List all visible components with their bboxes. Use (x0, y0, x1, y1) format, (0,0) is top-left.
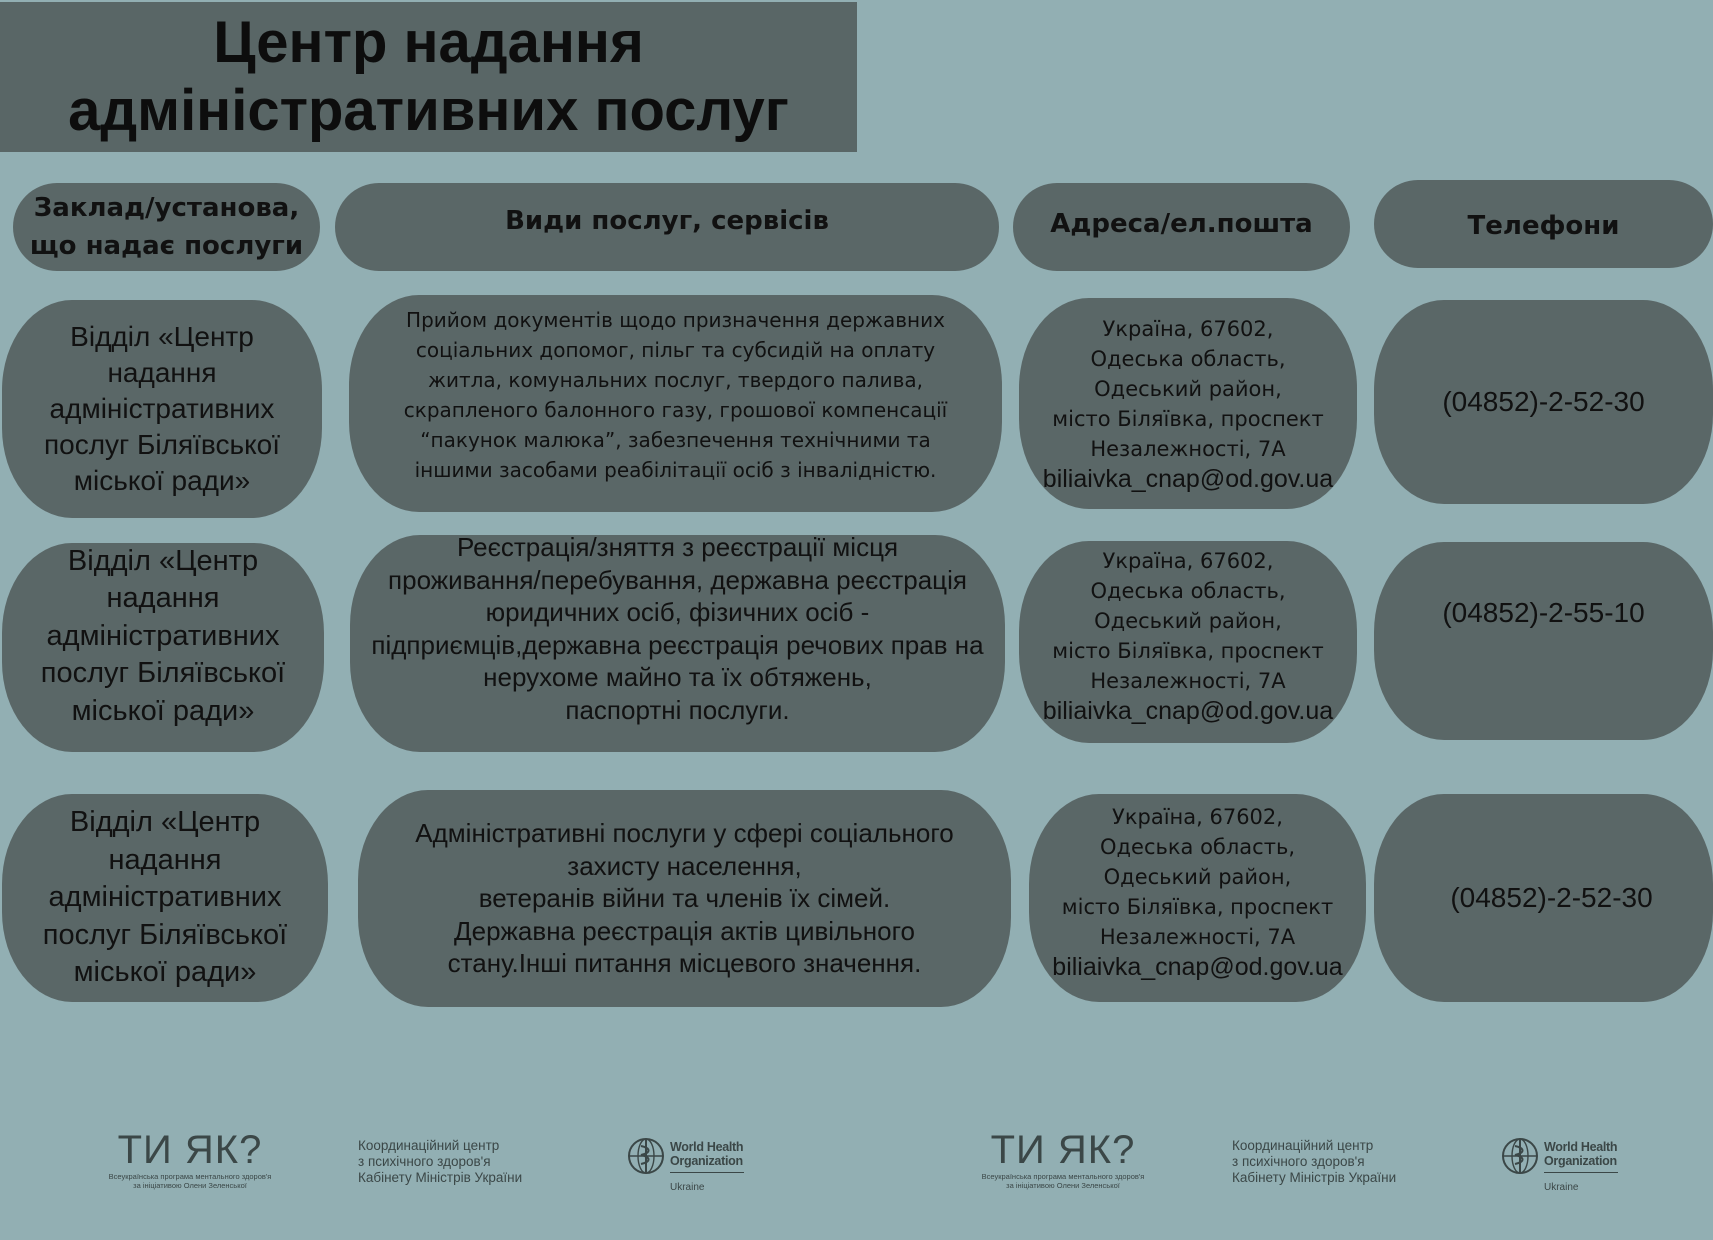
page-title-line: адміністративних послуг (68, 78, 789, 143)
service-line: Адміністративні послуги у сфері соціального (415, 818, 954, 849)
page-title-line: Центр надання (213, 10, 644, 75)
institution-line: послуг Біляївської (42, 918, 288, 951)
coordination-center-line: Кабінету Міністрів України (358, 1170, 523, 1185)
institution-line: надання (107, 357, 217, 388)
service-line: юридичних осіб, фізичних осіб - (485, 597, 870, 627)
tyiak-logo-subtitle: Всеукраїнська програма ментального здоров'я (981, 1172, 1145, 1181)
who-name-line: World Health (670, 1140, 744, 1154)
address-line: місто Біляївка, проспект (1052, 639, 1324, 663)
address-line: місто Біляївка, проспект (1061, 895, 1334, 919)
who-name-line: World Health (1544, 1140, 1618, 1154)
address-line: Одеська область, (1090, 346, 1286, 371)
tyiak-logo (95, 1128, 285, 1190)
coordination-center-line: Кабінету Міністрів України (1232, 1170, 1397, 1185)
service-line: стану.Інші питання місцевого значення. (447, 948, 922, 979)
address-line: Одеська область, (1099, 835, 1296, 859)
coordination-center-line: Координаційний центр (1232, 1138, 1374, 1153)
row-address (1019, 541, 1357, 743)
row-phone (1374, 300, 1713, 504)
row-phone (1374, 794, 1713, 1002)
email-link[interactable]: biliaivka_cnap@od.gov.ua (1042, 464, 1334, 493)
service-line: Прийом документів щодо призначення державних (406, 307, 945, 332)
row-institution (2, 543, 324, 752)
coordination-center-line: з психічного здоров'я (1232, 1154, 1365, 1169)
row-phone (1374, 542, 1713, 740)
who-divider (1544, 1172, 1618, 1173)
page-title (68, 9, 789, 145)
email-link[interactable]: biliaivka_cnap@od.gov.ua (1042, 697, 1334, 725)
who-emblem-icon (626, 1136, 666, 1176)
tyiak-logo-mark: ТИ ЯК? (117, 1128, 263, 1172)
header-address-label: Адреса/ел.пошта (1050, 209, 1313, 239)
email-link[interactable]: biliaivka_cnap@od.gov.ua (1052, 953, 1343, 981)
address-line: місто Біляївка, проспект (1052, 406, 1324, 431)
row-address (1029, 794, 1366, 1002)
service-line: іншими засобами реабілітації осіб з інвалідністю. (414, 457, 937, 482)
address-line: Незалежності, 7А (1090, 436, 1286, 461)
address-line: Україна, 67602, (1112, 805, 1283, 829)
service-line: скрапленого балонного газу, грошової компенсації (403, 397, 948, 422)
service-line: соціальних допомог, пільг та субсидій на оплату (415, 337, 936, 362)
header-institution (13, 183, 320, 271)
address-line: Одеська область, (1090, 579, 1286, 603)
row-institution (2, 794, 328, 1002)
institution-line: адміністративних (48, 881, 282, 914)
who-country: Ukraine (670, 1182, 705, 1193)
institution-line: послуг Біляївської (40, 657, 286, 690)
institution-line: міської ради» (71, 694, 255, 727)
who-logo (1500, 1134, 1630, 1196)
row-address (1019, 298, 1357, 509)
who-divider (670, 1172, 744, 1173)
who-name-line: Organization (670, 1154, 743, 1168)
tyiak-logo (968, 1128, 1158, 1190)
row-services (349, 295, 1002, 512)
who-emblem-icon (1500, 1136, 1540, 1176)
header-institution-line: що надає послуги (29, 231, 304, 261)
header-phones-label: Телефони (1467, 211, 1620, 241)
coordination-center-logo (358, 1138, 558, 1186)
tyiak-logo-subtitle: за ініціативою Олени Зеленської (133, 1181, 247, 1190)
service-line: проживання/перебування, державна реєстрація (388, 564, 967, 595)
row-institution (2, 300, 322, 518)
row-services (358, 790, 1011, 1007)
tyiak-logo-mark: ТИ ЯК? (990, 1128, 1136, 1172)
coordination-center-line: Координаційний центр (358, 1138, 500, 1153)
phone-number[interactable]: (04852)-2-55-10 (1442, 597, 1645, 628)
header-institution-line: Заклад/установа, (33, 193, 300, 223)
institution-line: надання (106, 582, 220, 615)
institution-line: міської ради» (73, 956, 257, 989)
institution-line: надання (108, 843, 222, 876)
institution-line: міської ради» (73, 465, 251, 496)
address-line: Одеський район, (1094, 609, 1282, 633)
institution-line: послуг Біляївської (43, 429, 280, 460)
address-line: Незалежності, 7А (1090, 669, 1286, 693)
service-line: захисту населення, (567, 850, 802, 881)
header-phones (1374, 180, 1713, 268)
tyiak-logo-subtitle: за ініціативою Олени Зеленської (1006, 1181, 1120, 1190)
who-country: Ukraine (1544, 1182, 1579, 1193)
institution-line: Відділ «Центр (70, 321, 254, 352)
institution-line: адміністративних (49, 393, 275, 424)
row-services (350, 532, 1005, 752)
tyiak-logo-subtitle: Всеукраїнська програма ментального здоров'я (108, 1172, 272, 1181)
service-line: ветеранів війни та членів їх сімей. (478, 883, 891, 914)
footer-logos (0, 1128, 1713, 1198)
header-services (335, 183, 999, 271)
coordination-center-logo (1232, 1138, 1432, 1186)
who-name-line: Organization (1544, 1154, 1617, 1168)
service-line: паспортні послуги. (565, 694, 790, 725)
service-line: підприємців,державна реєстрація речових прав на (371, 629, 984, 660)
page-title-box (0, 2, 857, 152)
address-line: Україна, 67602, (1102, 316, 1274, 341)
service-line: нерухоме майно та їх обтяжень, (483, 662, 872, 692)
phone-number[interactable]: (04852)-2-52-30 (1442, 386, 1645, 417)
institution-line: Відділ «Центр (67, 544, 259, 577)
header-address (1013, 183, 1350, 271)
service-line: Реєстрація/зняття з реєстрації місця (456, 532, 899, 562)
coordination-center-line: з психічного здоров'я (358, 1154, 491, 1169)
address-line: Незалежності, 7А (1099, 925, 1296, 949)
who-logo (626, 1134, 756, 1196)
address-line: Україна, 67602, (1102, 549, 1274, 573)
service-line: “пакунок малюка”, забезпечення технічними та (420, 427, 931, 452)
service-line: житла, комунальних послуг, твердого палива, (427, 367, 924, 392)
address-line: Одеський район, (1094, 376, 1282, 401)
address-line: Одеський район, (1103, 865, 1292, 889)
institution-line: Відділ «Центр (69, 806, 261, 839)
phone-number[interactable]: (04852)-2-52-30 (1450, 882, 1653, 913)
institution-line: адміністративних (46, 619, 280, 652)
header-services-label: Види послуг, сервісів (505, 206, 829, 236)
service-line: Державна реєстрація актів цивільного (454, 915, 915, 946)
